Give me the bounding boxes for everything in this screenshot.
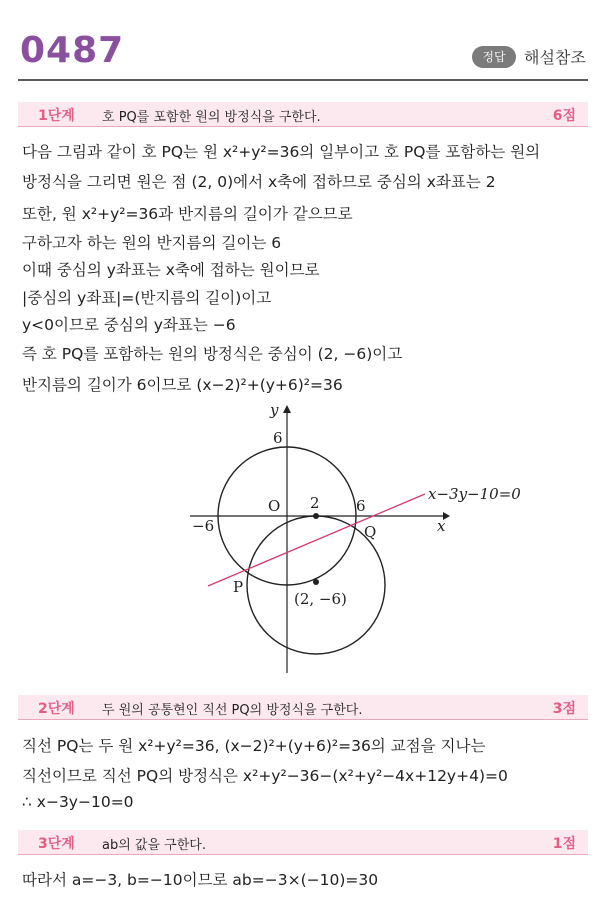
answer-text: 해설참조 bbox=[524, 48, 586, 67]
step-1-line-6: |중심의 y좌표|=(반지름의 길이)이고 bbox=[22, 289, 272, 307]
step-1-line-8: 즉 호 PQ를 포함하는 원의 방정식은 중심이 (2, −6)이고 bbox=[22, 345, 403, 363]
step-1-points: 6점 bbox=[552, 108, 576, 124]
answer-badge: 정답 bbox=[472, 46, 516, 68]
center-point bbox=[313, 579, 319, 585]
step-1-line-3: 또한, 원 x²+y²=36과 반지름의 길이가 같으므로 bbox=[22, 205, 353, 223]
step-1-line-1: 다음 그림과 같이 호 PQ는 원 x²+y²=36의 일부이고 호 PQ를 포함하는 원의 bbox=[22, 143, 541, 161]
point-p-label: P bbox=[233, 578, 244, 596]
point-q-label: Q bbox=[364, 523, 377, 541]
step-1-description: 호 PQ를 포함한 원의 방정식을 구한다. bbox=[102, 110, 321, 125]
x-tick-pos: 6 bbox=[356, 497, 366, 515]
step-2-line-2: 직선이므로 직선 PQ의 방정식은 x²+y²−36−(x²+y²−4x+12y+4)=0 bbox=[22, 767, 508, 785]
step-1-line-7: y<0이므로 중심의 y좌표는 −6 bbox=[22, 316, 236, 334]
step-1-label: 1단계 bbox=[38, 108, 75, 124]
step-2-label: 2단계 bbox=[38, 701, 75, 717]
step-2-points: 3점 bbox=[552, 701, 576, 717]
step-2-bar bbox=[18, 695, 588, 720]
step-1-bar bbox=[18, 102, 588, 127]
step-1-line-4: 구하고자 하는 원의 반지름의 길이는 6 bbox=[22, 234, 282, 252]
step-1-line-9: 반지름의 길이가 6이므로 (x−2)²+(y+6)²=36 bbox=[22, 376, 343, 394]
header-rule bbox=[18, 79, 588, 81]
tangent-point bbox=[313, 513, 319, 519]
step-3-bar bbox=[18, 830, 588, 855]
step-3-description: ab의 값을 구한다. bbox=[102, 838, 206, 853]
step-3-line-1: 따라서 a=−3, b=−10이므로 ab=−3×(−10)=30 bbox=[22, 871, 379, 889]
step-2-description: 두 원의 공통현인 직선 PQ의 방정식을 구한다. bbox=[102, 703, 363, 718]
step-3-label: 3단계 bbox=[38, 836, 75, 852]
step-2-line-3: ∴ x−3y−10=0 bbox=[22, 793, 134, 811]
y-axis-arrow bbox=[283, 405, 291, 413]
x-axis-label: x bbox=[437, 517, 446, 535]
origin-label: O bbox=[268, 497, 281, 515]
step-1-line-2: 방정식을 그리면 원은 점 (2, 0)에서 x축에 접하므로 중심의 x좌표는 2 bbox=[22, 173, 496, 191]
x-tick-neg: −6 bbox=[192, 517, 215, 535]
line-label: x−3y−10=0 bbox=[428, 485, 521, 503]
step-1-line-5: 이때 중심의 y좌표는 x축에 접하는 원이므로 bbox=[22, 261, 320, 279]
step-2-line-1: 직선 PQ는 두 원 x²+y²=36, (x−2)²+(y+6)²=36의 교점을 지나는 bbox=[22, 737, 486, 755]
center-label: (2, −6) bbox=[294, 590, 347, 608]
step-3-points: 1점 bbox=[552, 836, 576, 852]
tangent-tick: 2 bbox=[310, 494, 320, 512]
problem-number: 0487 bbox=[20, 30, 125, 71]
y-tick-6: 6 bbox=[273, 429, 283, 447]
y-axis-label: y bbox=[270, 401, 279, 419]
circle-graph bbox=[180, 400, 550, 680]
